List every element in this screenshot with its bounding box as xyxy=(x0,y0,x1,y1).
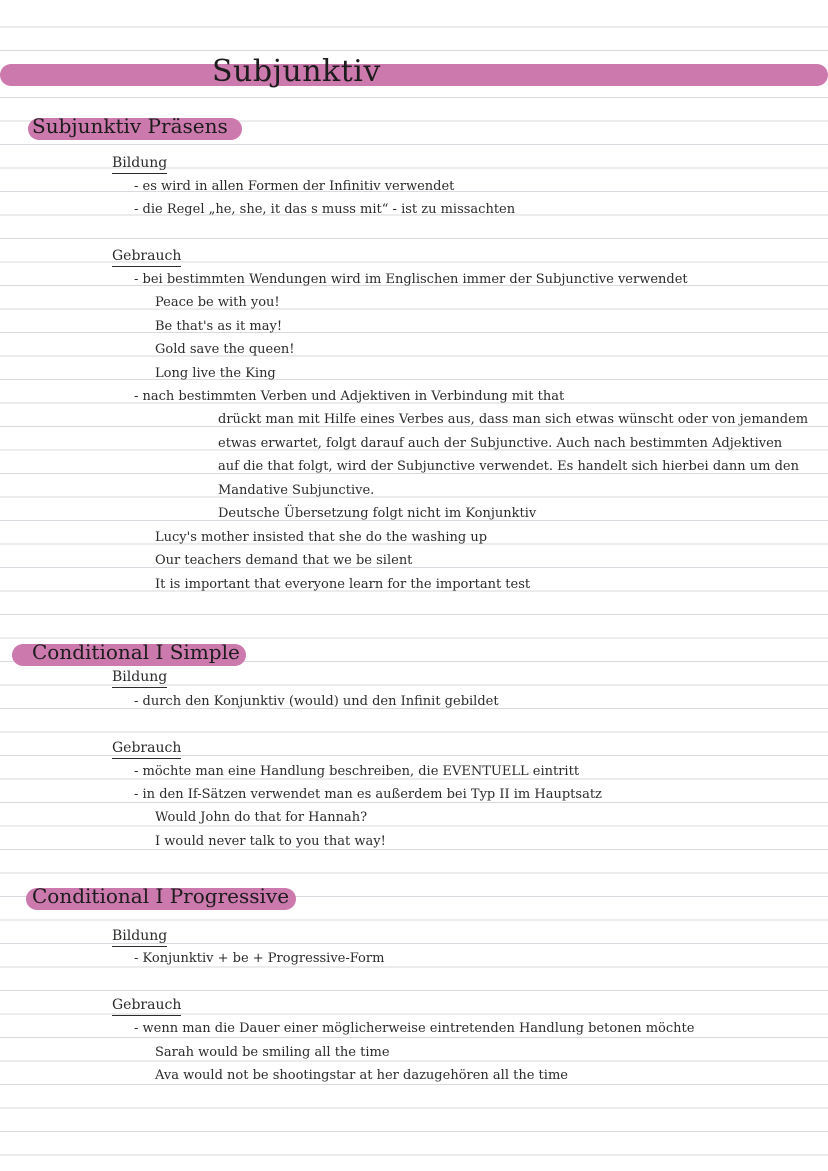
explanation-line: Deutsche Übersetzung folgt nicht im Konjunktiv xyxy=(218,506,537,521)
example-line: Peace be with you! xyxy=(155,295,280,310)
explanation-line: drückt man mit Hilfe eines Verbes aus, dass man sich etwas wünscht oder von jemandem xyxy=(218,412,809,427)
section-heading-conditional-progressive: Conditional I Progressive xyxy=(32,884,290,908)
explanation-line: etwas erwartet, folgt darauf auch der Subjunctive. Auch nach bestimmten Adjektiven xyxy=(218,436,783,451)
note-line: - es wird in allen Formen der Infinitiv verwendet xyxy=(134,179,455,194)
example-line: Gold save the queen! xyxy=(155,342,295,357)
bildung-label: Bildung xyxy=(112,669,167,688)
note-line: - Konjunktiv + be + Progressive-Form xyxy=(134,951,385,966)
note-line: - möchte man eine Handlung beschreiben, die EVENTUELL eintritt xyxy=(134,764,580,779)
example-line: Sarah would be smiling all the time xyxy=(155,1045,390,1060)
example-line: I would never talk to you that way! xyxy=(155,834,386,849)
section-heading-conditional-simple: Conditional I Simple xyxy=(32,640,240,664)
gebrauch-label: Gebrauch xyxy=(112,248,181,267)
example-line: It is important that everyone learn for the important test xyxy=(155,577,531,592)
note-line: - wenn man die Dauer einer möglicherweise eintretenden Handlung betonen möchte xyxy=(134,1021,695,1036)
example-line: Be that's as it may! xyxy=(155,319,283,334)
note-line: - nach bestimmten Verben und Adjektiven in Verbindung mit that xyxy=(134,389,565,404)
example-line: Long live the King xyxy=(155,366,276,381)
page-title: Subjunktiv xyxy=(212,54,381,89)
note-line: - die Regel „he, she, it das s muss mit“ - ist zu missachten xyxy=(134,202,516,217)
example-line: Our teachers demand that we be silent xyxy=(155,553,413,568)
example-line: Ava would not be shootingstar at her dazugehören all the time xyxy=(155,1068,568,1083)
title-highlight xyxy=(0,64,828,86)
note-line: - durch den Konjunktiv (would) und den Infinit gebildet xyxy=(134,694,499,709)
example-line: Would John do that for Hannah? xyxy=(155,810,368,825)
section-heading-subjunktiv-praesens: Subjunktiv Präsens xyxy=(32,114,228,138)
bildung-label: Bildung xyxy=(112,155,167,174)
bildung-label: Bildung xyxy=(112,928,167,947)
gebrauch-label: Gebrauch xyxy=(112,997,181,1016)
note-line: - bei bestimmten Wendungen wird im Englischen immer der Subjunctive verwendet xyxy=(134,272,688,287)
example-line: Lucy's mother insisted that she do the washing up xyxy=(155,530,488,545)
note-line: - in den If-Sätzen verwendet man es außerdem bei Typ II im Hauptsatz xyxy=(134,787,602,802)
explanation-line: auf die that folgt, wird der Subjunctive verwendet. Es handelt sich hierbei dann um den xyxy=(218,459,800,474)
explanation-line: Mandative Subjunctive. xyxy=(218,483,375,498)
gebrauch-label: Gebrauch xyxy=(112,740,181,759)
